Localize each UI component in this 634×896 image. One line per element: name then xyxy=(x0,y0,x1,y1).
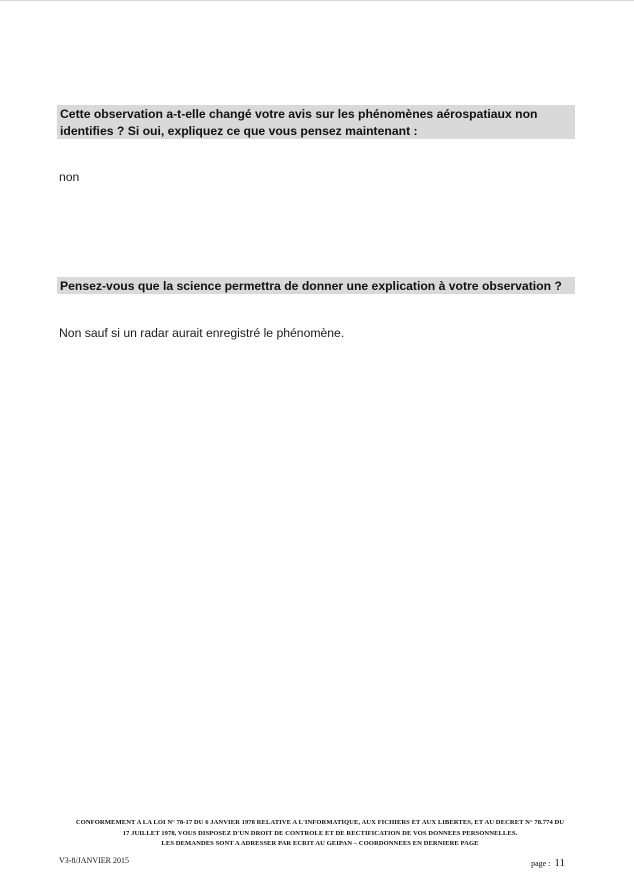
footer-page-indicator xyxy=(531,853,565,871)
footer-legal-line-3: LES DEMANDES SONT A ADRESSER PAR ECRIT AU GEIPAN – COORDONNEES EN DERNIERE PAGE xyxy=(161,840,479,847)
answer-science-explanation: Non sauf si un radar aurait enregistré le phénomène. xyxy=(59,326,345,340)
answer-opinion-change: non xyxy=(59,170,80,184)
page-top-border xyxy=(0,0,634,1)
question-opinion-change: Cette observation a-t-elle changé votre avis sur les phénomènes aérospatiaux non identifies ? Si oui, expliquez ce que vous pensez maintenant : xyxy=(57,105,575,139)
footer-legal-notice xyxy=(60,818,580,850)
footer-legal-line-1: CONFORMEMENT A LA LOI N° 78-17 DU 6 JANVIER 1978 RELATIVE A L'INFORMATIQUE, AUX FICHIERS ET AUX LIBERTES, ET AU DECRET N° 78.774 DU xyxy=(75,819,565,826)
page-label: page : xyxy=(531,859,551,868)
page-number: 11 xyxy=(554,857,565,869)
question-science-explanation: Pensez-vous que la science permettra de donner une explication à votre observation ? xyxy=(57,277,575,294)
footer-legal-line-2: 17 JUILLET 1978, VOUS DISPOSEZ D'UN DROIT DE CONTROLE ET DE RECTIFICATION DE VOS DONNEES PERSONNELLES. xyxy=(122,829,518,837)
footer-version: V3-8/JANVIER 2015 xyxy=(59,856,129,865)
